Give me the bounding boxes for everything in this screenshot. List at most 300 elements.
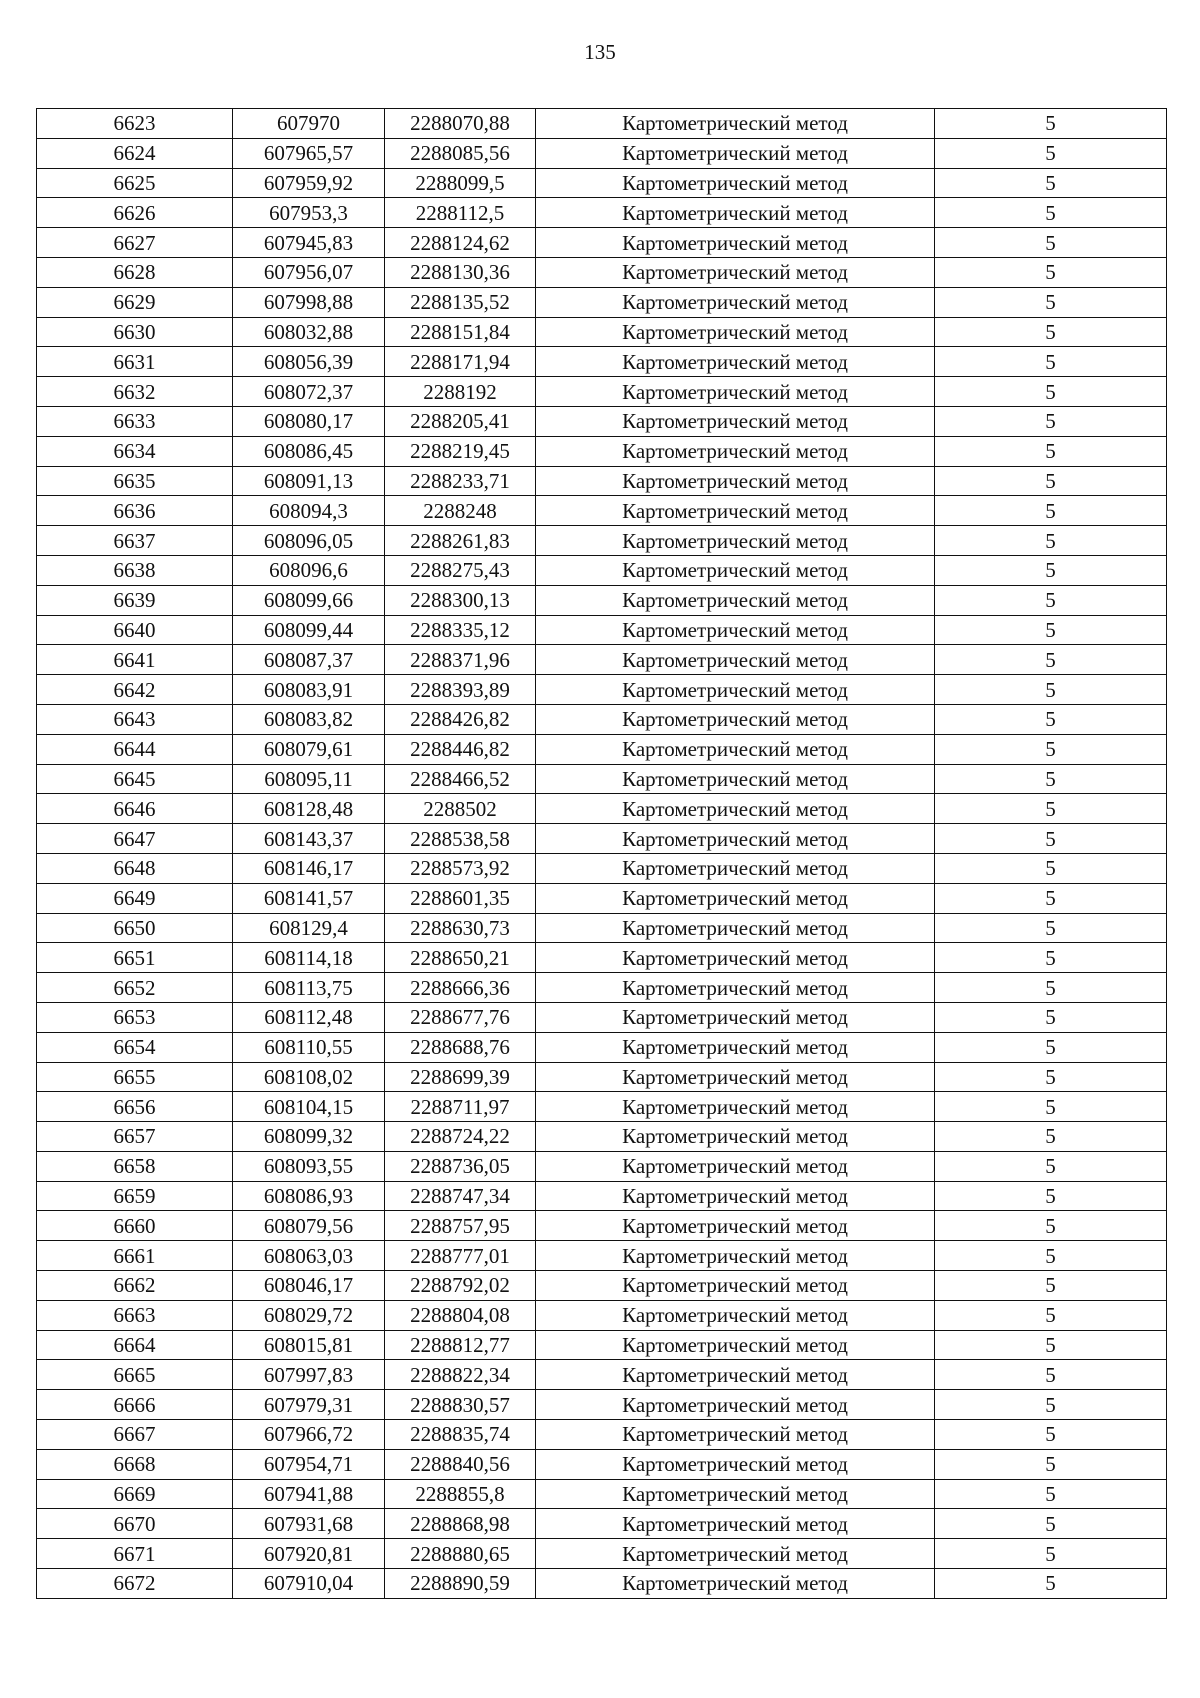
accuracy-cell: 5 [935, 466, 1167, 496]
x-coordinate-cell: 607931,68 [233, 1509, 385, 1539]
x-coordinate-cell: 607953,3 [233, 198, 385, 228]
point-number-cell: 6648 [37, 853, 233, 883]
table-row [37, 1062, 1167, 1092]
y-coordinate-cell: 2288300,13 [385, 585, 536, 615]
point-number-cell: 6653 [37, 1002, 233, 1032]
table-row [37, 496, 1167, 526]
x-coordinate-cell: 608056,39 [233, 347, 385, 377]
y-coordinate-cell: 2288840,56 [385, 1449, 536, 1479]
table-row [37, 1420, 1167, 1450]
accuracy-cell: 5 [935, 764, 1167, 794]
point-number-cell: 6669 [37, 1479, 233, 1509]
x-coordinate-cell: 608129,4 [233, 913, 385, 943]
table-row [37, 257, 1167, 287]
method-cell: Картометрический метод [536, 436, 935, 466]
point-number-cell: 6651 [37, 943, 233, 973]
table-row [37, 406, 1167, 436]
method-cell: Картометрический метод [536, 883, 935, 913]
method-cell: Картометрический метод [536, 198, 935, 228]
x-coordinate-cell: 608104,15 [233, 1092, 385, 1122]
method-cell: Картометрический метод [536, 168, 935, 198]
y-coordinate-cell: 2288711,97 [385, 1092, 536, 1122]
x-coordinate-cell: 608141,57 [233, 883, 385, 913]
point-number-cell: 6646 [37, 794, 233, 824]
accuracy-cell: 5 [935, 913, 1167, 943]
y-coordinate-cell: 2288757,95 [385, 1211, 536, 1241]
y-coordinate-cell: 2288880,65 [385, 1539, 536, 1569]
method-cell: Картометрический метод [536, 317, 935, 347]
accuracy-cell: 5 [935, 1449, 1167, 1479]
x-coordinate-cell: 608099,66 [233, 585, 385, 615]
x-coordinate-cell: 608096,05 [233, 526, 385, 556]
method-cell: Картометрический метод [536, 466, 935, 496]
accuracy-cell: 5 [935, 1271, 1167, 1301]
x-coordinate-cell: 608113,75 [233, 973, 385, 1003]
coordinates-table [36, 108, 1167, 1599]
accuracy-cell: 5 [935, 943, 1167, 973]
table-row [37, 645, 1167, 675]
table-row [37, 1211, 1167, 1241]
x-coordinate-cell: 607920,81 [233, 1539, 385, 1569]
table-row [37, 1092, 1167, 1122]
method-cell: Картометрический метод [536, 287, 935, 317]
table-row [37, 287, 1167, 317]
x-coordinate-cell: 607941,88 [233, 1479, 385, 1509]
accuracy-cell: 5 [935, 734, 1167, 764]
method-cell: Картометрический метод [536, 526, 935, 556]
method-cell: Картометрический метод [536, 734, 935, 764]
x-coordinate-cell: 608096,6 [233, 555, 385, 585]
y-coordinate-cell: 2288699,39 [385, 1062, 536, 1092]
x-coordinate-cell: 607954,71 [233, 1449, 385, 1479]
method-cell: Картометрический метод [536, 406, 935, 436]
method-cell: Картометрический метод [536, 1151, 935, 1181]
method-cell: Картометрический метод [536, 704, 935, 734]
accuracy-cell: 5 [935, 1062, 1167, 1092]
method-cell: Картометрический метод [536, 1479, 935, 1509]
accuracy-cell: 5 [935, 704, 1167, 734]
accuracy-cell: 5 [935, 645, 1167, 675]
accuracy-cell: 5 [935, 1002, 1167, 1032]
accuracy-cell: 5 [935, 973, 1167, 1003]
x-coordinate-cell: 607910,04 [233, 1569, 385, 1599]
point-number-cell: 6661 [37, 1241, 233, 1271]
method-cell: Картометрический метод [536, 1002, 935, 1032]
x-coordinate-cell: 608080,17 [233, 406, 385, 436]
point-number-cell: 6658 [37, 1151, 233, 1181]
x-coordinate-cell: 607979,31 [233, 1390, 385, 1420]
y-coordinate-cell: 2288601,35 [385, 883, 536, 913]
y-coordinate-cell: 2288804,08 [385, 1300, 536, 1330]
accuracy-cell: 5 [935, 883, 1167, 913]
method-cell: Картометрический метод [536, 1032, 935, 1062]
accuracy-cell: 5 [935, 198, 1167, 228]
method-cell: Картометрический метод [536, 645, 935, 675]
point-number-cell: 6629 [37, 287, 233, 317]
method-cell: Картометрический метод [536, 1360, 935, 1390]
accuracy-cell: 5 [935, 168, 1167, 198]
point-number-cell: 6630 [37, 317, 233, 347]
table-row [37, 1360, 1167, 1390]
point-number-cell: 6633 [37, 406, 233, 436]
y-coordinate-cell: 2288446,82 [385, 734, 536, 764]
method-cell: Картометрический метод [536, 615, 935, 645]
y-coordinate-cell: 2288677,76 [385, 1002, 536, 1032]
x-coordinate-cell: 607970 [233, 109, 385, 139]
y-coordinate-cell: 2288502 [385, 794, 536, 824]
point-number-cell: 6639 [37, 585, 233, 615]
point-number-cell: 6627 [37, 228, 233, 258]
y-coordinate-cell: 2288792,02 [385, 1271, 536, 1301]
y-coordinate-cell: 2288666,36 [385, 973, 536, 1003]
x-coordinate-cell: 607945,83 [233, 228, 385, 258]
table-row [37, 1539, 1167, 1569]
accuracy-cell: 5 [935, 109, 1167, 139]
table-row [37, 1002, 1167, 1032]
accuracy-cell: 5 [935, 1032, 1167, 1062]
x-coordinate-cell: 608032,88 [233, 317, 385, 347]
method-cell: Картометрический метод [536, 794, 935, 824]
y-coordinate-cell: 2288466,52 [385, 764, 536, 794]
y-coordinate-cell: 2288248 [385, 496, 536, 526]
y-coordinate-cell: 2288868,98 [385, 1509, 536, 1539]
x-coordinate-cell: 608086,93 [233, 1181, 385, 1211]
table-row [37, 198, 1167, 228]
x-coordinate-cell: 608128,48 [233, 794, 385, 824]
point-number-cell: 6649 [37, 883, 233, 913]
method-cell: Картометрический метод [536, 675, 935, 705]
y-coordinate-cell: 2288822,34 [385, 1360, 536, 1390]
table-row [37, 973, 1167, 1003]
y-coordinate-cell: 2288275,43 [385, 555, 536, 585]
table-row [37, 168, 1167, 198]
method-cell: Картометрический метод [536, 1062, 935, 1092]
point-number-cell: 6660 [37, 1211, 233, 1241]
accuracy-cell: 5 [935, 347, 1167, 377]
table-row [37, 734, 1167, 764]
table-row [37, 526, 1167, 556]
x-coordinate-cell: 608146,17 [233, 853, 385, 883]
method-cell: Картометрический метод [536, 973, 935, 1003]
method-cell: Картометрический метод [536, 1122, 935, 1152]
y-coordinate-cell: 2288630,73 [385, 913, 536, 943]
x-coordinate-cell: 608091,13 [233, 466, 385, 496]
point-number-cell: 6635 [37, 466, 233, 496]
method-cell: Картометрический метод [536, 913, 935, 943]
point-number-cell: 6624 [37, 138, 233, 168]
point-number-cell: 6657 [37, 1122, 233, 1152]
table-row [37, 675, 1167, 705]
y-coordinate-cell: 2288335,12 [385, 615, 536, 645]
accuracy-cell: 5 [935, 1330, 1167, 1360]
accuracy-cell: 5 [935, 1092, 1167, 1122]
method-cell: Картометрический метод [536, 347, 935, 377]
method-cell: Картометрический метод [536, 1300, 935, 1330]
table-row [37, 615, 1167, 645]
table-row [37, 794, 1167, 824]
point-number-cell: 6666 [37, 1390, 233, 1420]
y-coordinate-cell: 2288130,36 [385, 257, 536, 287]
point-number-cell: 6670 [37, 1509, 233, 1539]
table-row [37, 704, 1167, 734]
point-number-cell: 6652 [37, 973, 233, 1003]
method-cell: Картометрический метод [536, 1330, 935, 1360]
method-cell: Картометрический метод [536, 1092, 935, 1122]
y-coordinate-cell: 2288426,82 [385, 704, 536, 734]
y-coordinate-cell: 2288855,8 [385, 1479, 536, 1509]
x-coordinate-cell: 608099,32 [233, 1122, 385, 1152]
y-coordinate-cell: 2288171,94 [385, 347, 536, 377]
x-coordinate-cell: 607959,92 [233, 168, 385, 198]
method-cell: Картометрический метод [536, 824, 935, 854]
x-coordinate-cell: 608079,56 [233, 1211, 385, 1241]
method-cell: Картометрический метод [536, 377, 935, 407]
method-cell: Картометрический метод [536, 138, 935, 168]
x-coordinate-cell: 607998,88 [233, 287, 385, 317]
y-coordinate-cell: 2288371,96 [385, 645, 536, 675]
table-row [37, 1300, 1167, 1330]
method-cell: Картометрический метод [536, 585, 935, 615]
method-cell: Картометрический метод [536, 1181, 935, 1211]
table-row [37, 913, 1167, 943]
accuracy-cell: 5 [935, 496, 1167, 526]
method-cell: Картометрический метод [536, 109, 935, 139]
accuracy-cell: 5 [935, 1122, 1167, 1152]
x-coordinate-cell: 608086,45 [233, 436, 385, 466]
coordinates-table-body [37, 109, 1167, 1599]
point-number-cell: 6662 [37, 1271, 233, 1301]
accuracy-cell: 5 [935, 1390, 1167, 1420]
accuracy-cell: 5 [935, 1360, 1167, 1390]
y-coordinate-cell: 2288688,76 [385, 1032, 536, 1062]
table-row [37, 317, 1167, 347]
x-coordinate-cell: 608079,61 [233, 734, 385, 764]
y-coordinate-cell: 2288151,84 [385, 317, 536, 347]
method-cell: Картометрический метод [536, 257, 935, 287]
y-coordinate-cell: 2288112,5 [385, 198, 536, 228]
table-row [37, 943, 1167, 973]
x-coordinate-cell: 608093,55 [233, 1151, 385, 1181]
method-cell: Картометрический метод [536, 1390, 935, 1420]
x-coordinate-cell: 607966,72 [233, 1420, 385, 1450]
y-coordinate-cell: 2288070,88 [385, 109, 536, 139]
table-row [37, 109, 1167, 139]
point-number-cell: 6655 [37, 1062, 233, 1092]
y-coordinate-cell: 2288573,92 [385, 853, 536, 883]
point-number-cell: 6664 [37, 1330, 233, 1360]
table-row [37, 138, 1167, 168]
y-coordinate-cell: 2288085,56 [385, 138, 536, 168]
accuracy-cell: 5 [935, 585, 1167, 615]
table-row [37, 555, 1167, 585]
x-coordinate-cell: 608094,3 [233, 496, 385, 526]
accuracy-cell: 5 [935, 436, 1167, 466]
method-cell: Картометрический метод [536, 555, 935, 585]
method-cell: Картометрический метод [536, 853, 935, 883]
x-coordinate-cell: 608015,81 [233, 1330, 385, 1360]
point-number-cell: 6626 [37, 198, 233, 228]
y-coordinate-cell: 2288233,71 [385, 466, 536, 496]
table-row [37, 883, 1167, 913]
method-cell: Картометрический метод [536, 228, 935, 258]
point-number-cell: 6665 [37, 1360, 233, 1390]
method-cell: Картометрический метод [536, 1271, 935, 1301]
y-coordinate-cell: 2288650,21 [385, 943, 536, 973]
accuracy-cell: 5 [935, 1241, 1167, 1271]
table-row [37, 853, 1167, 883]
point-number-cell: 6644 [37, 734, 233, 764]
point-number-cell: 6631 [37, 347, 233, 377]
y-coordinate-cell: 2288747,34 [385, 1181, 536, 1211]
point-number-cell: 6663 [37, 1300, 233, 1330]
table-row [37, 1390, 1167, 1420]
x-coordinate-cell: 608143,37 [233, 824, 385, 854]
table-row [37, 1271, 1167, 1301]
y-coordinate-cell: 2288192 [385, 377, 536, 407]
table-row [37, 1181, 1167, 1211]
x-coordinate-cell: 608110,55 [233, 1032, 385, 1062]
point-number-cell: 6668 [37, 1449, 233, 1479]
y-coordinate-cell: 2288736,05 [385, 1151, 536, 1181]
accuracy-cell: 5 [935, 794, 1167, 824]
point-number-cell: 6656 [37, 1092, 233, 1122]
point-number-cell: 6654 [37, 1032, 233, 1062]
accuracy-cell: 5 [935, 555, 1167, 585]
point-number-cell: 6623 [37, 109, 233, 139]
table-row [37, 764, 1167, 794]
accuracy-cell: 5 [935, 377, 1167, 407]
y-coordinate-cell: 2288890,59 [385, 1569, 536, 1599]
x-coordinate-cell: 608046,17 [233, 1271, 385, 1301]
x-coordinate-cell: 608029,72 [233, 1300, 385, 1330]
method-cell: Картометрический метод [536, 1539, 935, 1569]
accuracy-cell: 5 [935, 1300, 1167, 1330]
y-coordinate-cell: 2288724,22 [385, 1122, 536, 1152]
accuracy-cell: 5 [935, 317, 1167, 347]
accuracy-cell: 5 [935, 1420, 1167, 1450]
table-row [37, 1151, 1167, 1181]
method-cell: Картометрический метод [536, 1420, 935, 1450]
x-coordinate-cell: 608114,18 [233, 943, 385, 973]
accuracy-cell: 5 [935, 1181, 1167, 1211]
method-cell: Картометрический метод [536, 943, 935, 973]
x-coordinate-cell: 608099,44 [233, 615, 385, 645]
y-coordinate-cell: 2288777,01 [385, 1241, 536, 1271]
point-number-cell: 6672 [37, 1569, 233, 1599]
x-coordinate-cell: 608063,03 [233, 1241, 385, 1271]
page-number: 135 [584, 40, 616, 64]
point-number-cell: 6640 [37, 615, 233, 645]
accuracy-cell: 5 [935, 526, 1167, 556]
table-row [37, 585, 1167, 615]
accuracy-cell: 5 [935, 675, 1167, 705]
point-number-cell: 6645 [37, 764, 233, 794]
point-number-cell: 6667 [37, 1420, 233, 1450]
accuracy-cell: 5 [935, 257, 1167, 287]
accuracy-cell: 5 [935, 287, 1167, 317]
y-coordinate-cell: 2288099,5 [385, 168, 536, 198]
x-coordinate-cell: 608112,48 [233, 1002, 385, 1032]
point-number-cell: 6628 [37, 257, 233, 287]
accuracy-cell: 5 [935, 1509, 1167, 1539]
method-cell: Картометрический метод [536, 496, 935, 526]
table-row [37, 1509, 1167, 1539]
y-coordinate-cell: 2288219,45 [385, 436, 536, 466]
point-number-cell: 6638 [37, 555, 233, 585]
point-number-cell: 6641 [37, 645, 233, 675]
x-coordinate-cell: 608083,82 [233, 704, 385, 734]
accuracy-cell: 5 [935, 1211, 1167, 1241]
table-row [37, 466, 1167, 496]
accuracy-cell: 5 [935, 138, 1167, 168]
x-coordinate-cell: 607997,83 [233, 1360, 385, 1390]
method-cell: Картометрический метод [536, 1509, 935, 1539]
accuracy-cell: 5 [935, 1569, 1167, 1599]
method-cell: Картометрический метод [536, 1241, 935, 1271]
table-row [37, 347, 1167, 377]
table-row [37, 1241, 1167, 1271]
accuracy-cell: 5 [935, 1479, 1167, 1509]
accuracy-cell: 5 [935, 406, 1167, 436]
accuracy-cell: 5 [935, 1151, 1167, 1181]
x-coordinate-cell: 608083,91 [233, 675, 385, 705]
point-number-cell: 6642 [37, 675, 233, 705]
x-coordinate-cell: 607965,57 [233, 138, 385, 168]
method-cell: Картометрический метод [536, 1211, 935, 1241]
accuracy-cell: 5 [935, 615, 1167, 645]
accuracy-cell: 5 [935, 853, 1167, 883]
y-coordinate-cell: 2288135,52 [385, 287, 536, 317]
table-row [37, 1330, 1167, 1360]
accuracy-cell: 5 [935, 824, 1167, 854]
x-coordinate-cell: 608108,02 [233, 1062, 385, 1092]
point-number-cell: 6643 [37, 704, 233, 734]
point-number-cell: 6637 [37, 526, 233, 556]
x-coordinate-cell: 608087,37 [233, 645, 385, 675]
method-cell: Картометрический метод [536, 1449, 935, 1479]
x-coordinate-cell: 608095,11 [233, 764, 385, 794]
y-coordinate-cell: 2288538,58 [385, 824, 536, 854]
y-coordinate-cell: 2288393,89 [385, 675, 536, 705]
table-row [37, 1479, 1167, 1509]
y-coordinate-cell: 2288124,62 [385, 228, 536, 258]
point-number-cell: 6671 [37, 1539, 233, 1569]
table-row [37, 1569, 1167, 1599]
table-row [37, 1032, 1167, 1062]
x-coordinate-cell: 608072,37 [233, 377, 385, 407]
point-number-cell: 6625 [37, 168, 233, 198]
point-number-cell: 6636 [37, 496, 233, 526]
point-number-cell: 6647 [37, 824, 233, 854]
point-number-cell: 6632 [37, 377, 233, 407]
method-cell: Картометрический метод [536, 1569, 935, 1599]
y-coordinate-cell: 2288205,41 [385, 406, 536, 436]
y-coordinate-cell: 2288830,57 [385, 1390, 536, 1420]
table-row [37, 1449, 1167, 1479]
point-number-cell: 6659 [37, 1181, 233, 1211]
point-number-cell: 6650 [37, 913, 233, 943]
accuracy-cell: 5 [935, 1539, 1167, 1569]
y-coordinate-cell: 2288835,74 [385, 1420, 536, 1450]
y-coordinate-cell: 2288261,83 [385, 526, 536, 556]
table-row [37, 436, 1167, 466]
table-row [37, 1122, 1167, 1152]
point-number-cell: 6634 [37, 436, 233, 466]
table-row [37, 228, 1167, 258]
method-cell: Картометрический метод [536, 764, 935, 794]
x-coordinate-cell: 607956,07 [233, 257, 385, 287]
table-row [37, 377, 1167, 407]
